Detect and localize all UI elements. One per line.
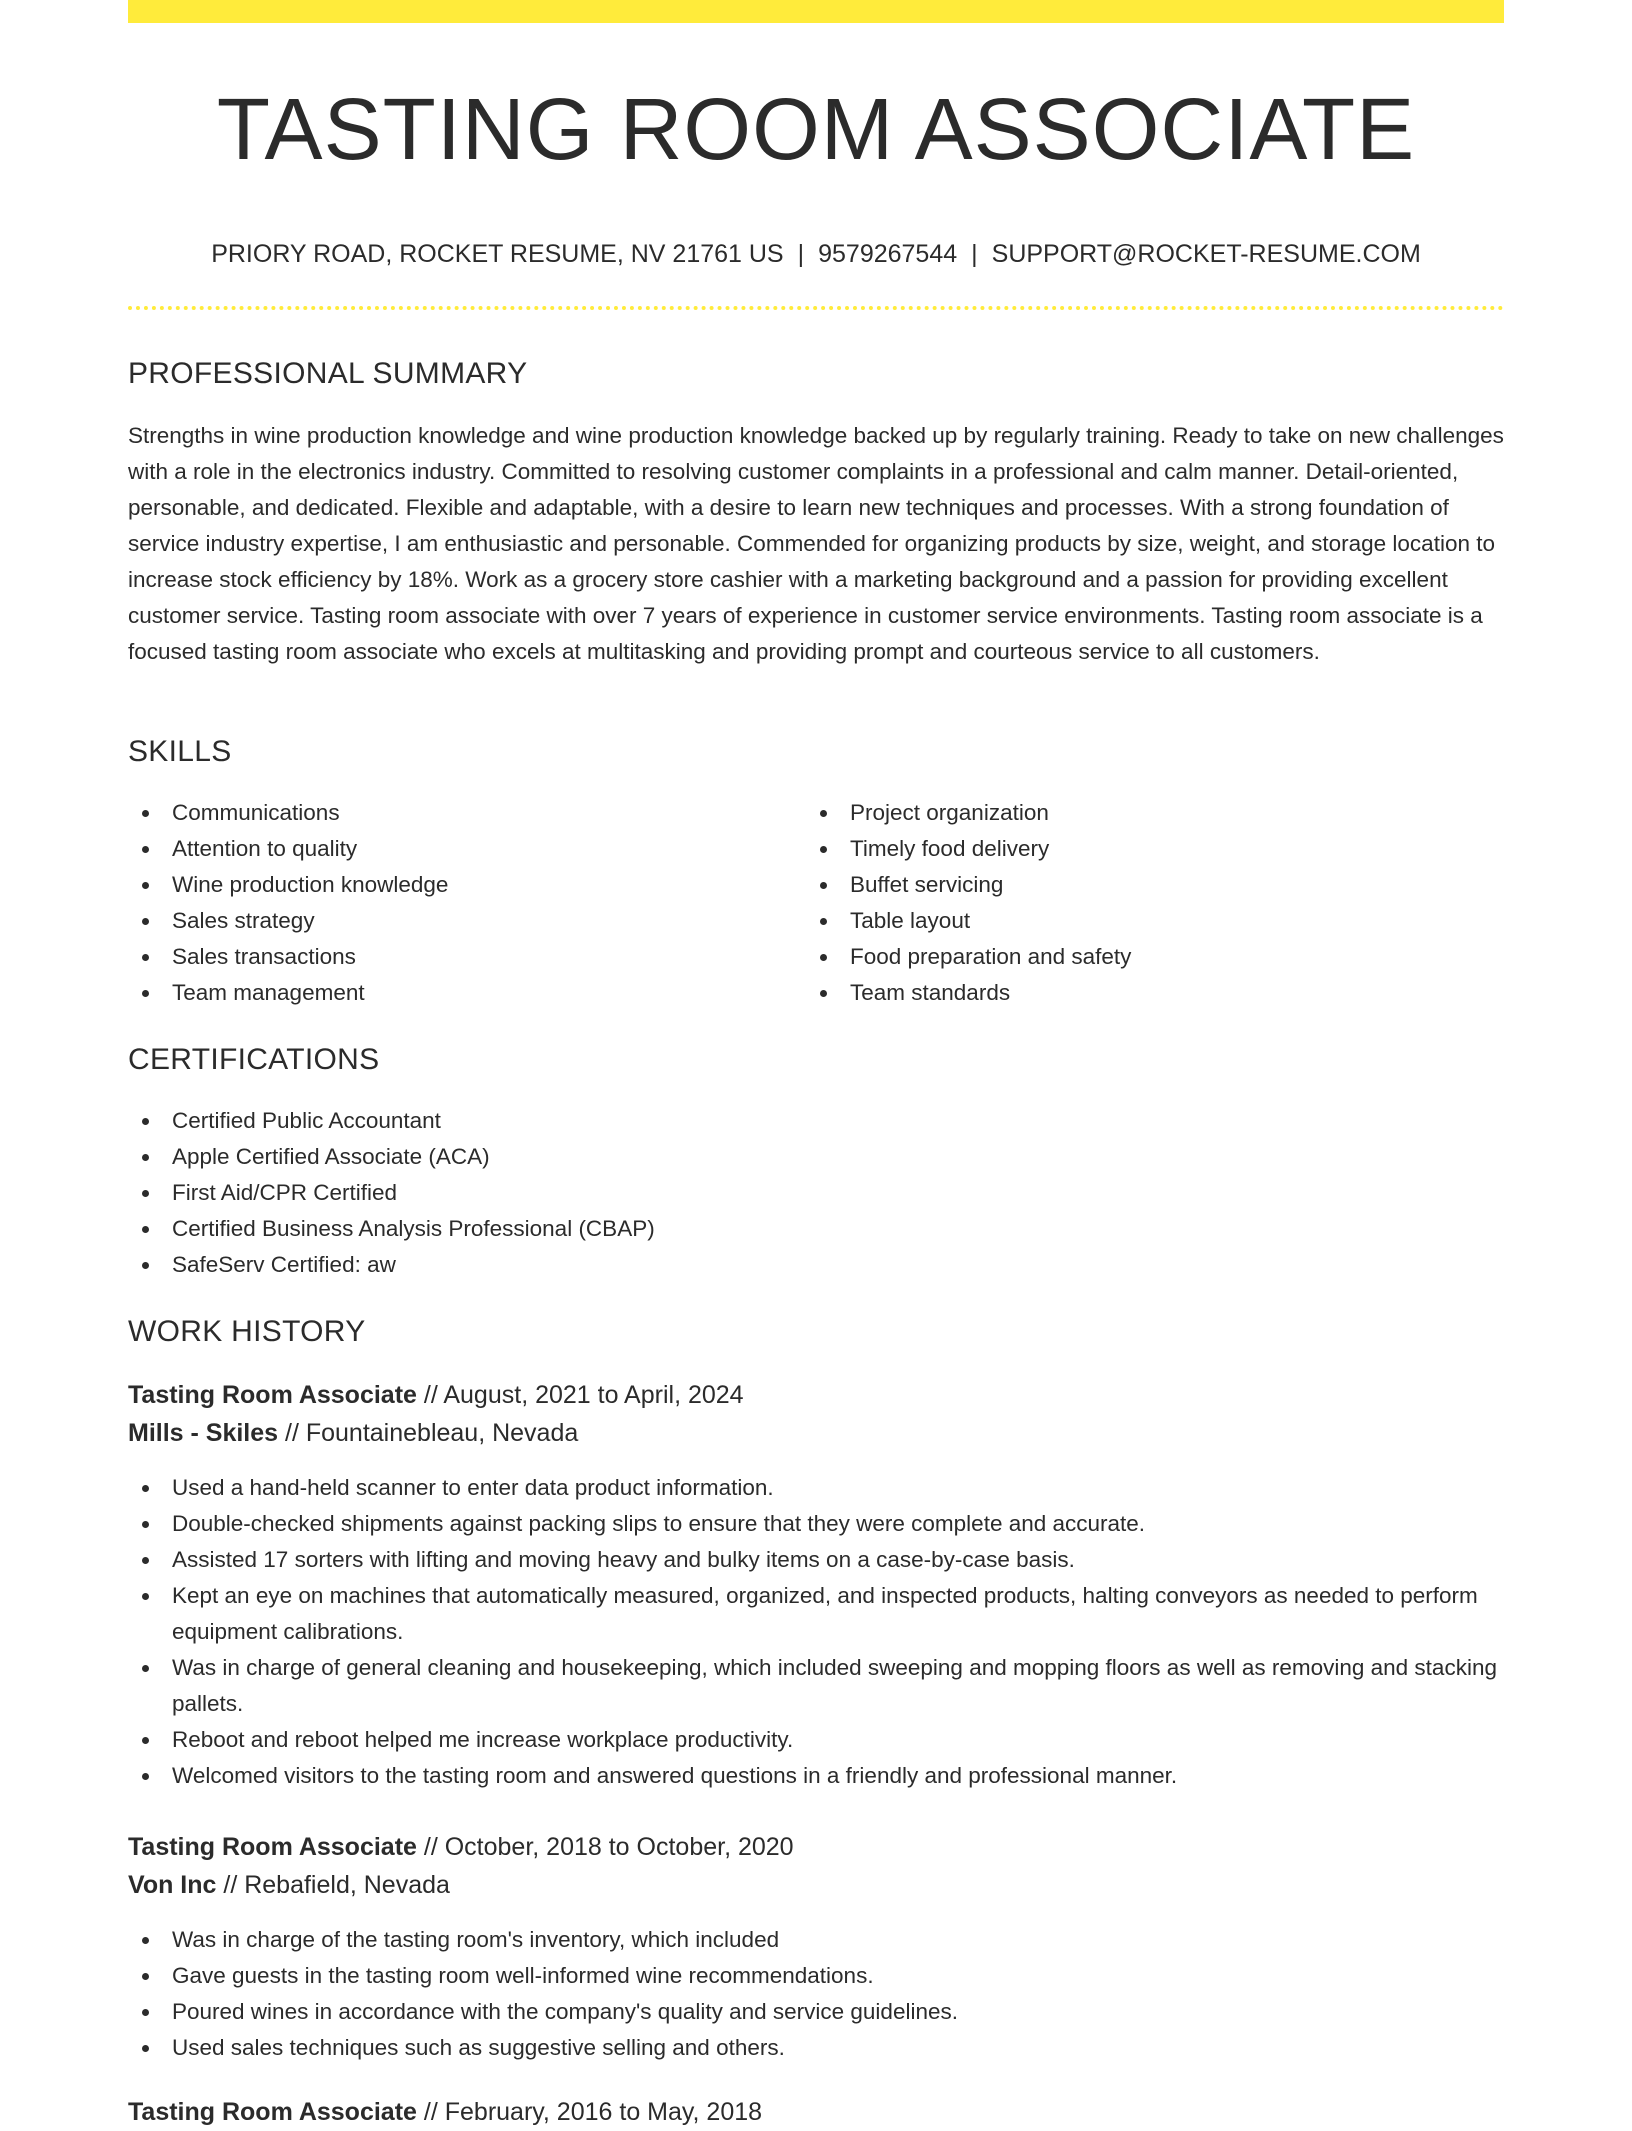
job-bullet: Poured wines in accordance with the company's quality and service guidelines.	[128, 1994, 1504, 2030]
certification-item: First Aid/CPR Certified	[128, 1175, 1504, 1211]
work-history-heading: WORK HISTORY	[128, 1315, 366, 1348]
job-bullets	[128, 1922, 1504, 2066]
job-bullet: Used a hand-held scanner to enter data product information.	[128, 1470, 1504, 1506]
skills-heading: SKILLS	[128, 735, 232, 768]
skill-item: Table layout	[806, 903, 1466, 939]
contact-phone: 9579267544	[818, 240, 958, 268]
skill-item: Sales transactions	[128, 939, 788, 975]
certification-item: Apple Certified Associate (ACA)	[128, 1139, 1504, 1175]
summary-text: Strengths in wine production knowledge and wine production knowledge backed up by regularly training. Ready to take on new challenges with a role in the electronics industry. Committed to resolving customer complaints in a professional and calm manner. Detail-oriented, personable, and dedicated. Flexible and adaptable, with a desire to learn new techniques and processes. With a strong foundation of service industry expertise, I am enthusiastic and personable. Commended for organizing products by size, weight, and storage location to increase stock efficiency by 18%. Work as a grocery store cashier with a marketing background and a passion for providing excellent customer service. Tasting room associate with over 7 years of experience in customer service environments. Tasting room associate is a focused tasting room associate who excels at multitasking and providing prompt and courteous service to all customers.	[128, 423, 1504, 664]
job-title-line	[128, 1376, 1504, 1414]
certifications-heading: CERTIFICATIONS	[128, 1043, 380, 1076]
job-company-line	[128, 1866, 1504, 1904]
certifications-list	[128, 1103, 1504, 1283]
skills-list-right	[806, 795, 1466, 1011]
job-bullet: Was in charge of the tasting room's inventory, which included	[128, 1922, 1504, 1958]
job-bullet: Reboot and reboot helped me increase workplace productivity.	[128, 1722, 1504, 1758]
contact-line	[128, 236, 1504, 272]
job-company: Mills - Skiles	[128, 1419, 279, 1447]
job-bullet: Gave guests in the tasting room well-informed wine recommendations.	[128, 1958, 1504, 1994]
job-title-line	[128, 1828, 1504, 1866]
skills-list-left	[128, 795, 788, 1011]
job-role: Tasting Room Associate	[128, 1833, 417, 1861]
certification-item: Certified Public Accountant	[128, 1103, 1504, 1139]
header-divider	[128, 306, 1504, 310]
skill-item: Timely food delivery	[806, 831, 1466, 867]
job-bullet: Used sales techniques such as suggestive selling and others.	[128, 2030, 1504, 2066]
job-role: Tasting Room Associate	[128, 2098, 417, 2126]
resume-page	[128, 0, 1504, 2126]
skill-item: Team standards	[806, 975, 1466, 1011]
top-accent-bar	[128, 0, 1504, 23]
skill-item: Buffet servicing	[806, 867, 1466, 903]
contact-address: PRIORY ROAD, ROCKET RESUME, NV 21761 US	[211, 240, 784, 268]
job-company: Von Inc	[128, 1871, 217, 1899]
skill-item: Wine production knowledge	[128, 867, 788, 903]
job-dates: // October, 2018 to October, 2020	[416, 1833, 794, 1861]
resume-name: TASTING ROOM ASSOCIATE	[216, 81, 1416, 178]
job-bullet: Kept an eye on machines that automatically measured, organized, and inspected products, halting conveyors as needed to perform equipment calibrations.	[128, 1578, 1504, 1650]
job-company-line	[128, 1414, 1504, 1452]
summary-heading: PROFESSIONAL SUMMARY	[128, 357, 528, 390]
job-bullets	[128, 1470, 1504, 1794]
job-location: // Rebafield, Nevada	[216, 1871, 450, 1899]
job-bullet: Was in charge of general cleaning and housekeeping, which included sweeping and mopping floors as well as removing and stacking pallets.	[128, 1650, 1504, 1722]
job-location: // Fountainebleau, Nevada	[278, 1419, 579, 1447]
contact-separator: |	[797, 240, 805, 268]
contact-email: SUPPORT@ROCKET-RESUME.COM	[991, 240, 1421, 268]
certification-item: SafeServ Certified: aw	[128, 1247, 1504, 1283]
skill-item: Attention to quality	[128, 831, 788, 867]
job-dates: // August, 2021 to April, 2024	[416, 1381, 744, 1409]
job-dates: // February, 2016 to May, 2018	[416, 2098, 763, 2126]
certification-item: Certified Business Analysis Professional (CBAP)	[128, 1211, 1504, 1247]
job-role: Tasting Room Associate	[128, 1381, 417, 1409]
skill-item: Sales strategy	[128, 903, 788, 939]
skill-item: Project organization	[806, 795, 1466, 831]
job-title-line	[128, 2093, 1504, 2131]
contact-separator: |	[971, 240, 978, 268]
job-bullet: Assisted 17 sorters with lifting and moving heavy and bulky items on a case-by-case basis.	[128, 1542, 1504, 1578]
job-bullet: Welcomed visitors to the tasting room and answered questions in a friendly and professional manner.	[128, 1758, 1504, 1794]
skill-item: Food preparation and safety	[806, 939, 1466, 975]
skill-item: Communications	[128, 795, 788, 831]
skill-item: Team management	[128, 975, 788, 1011]
job-bullet: Double-checked shipments against packing slips to ensure that they were complete and accurate.	[128, 1506, 1504, 1542]
